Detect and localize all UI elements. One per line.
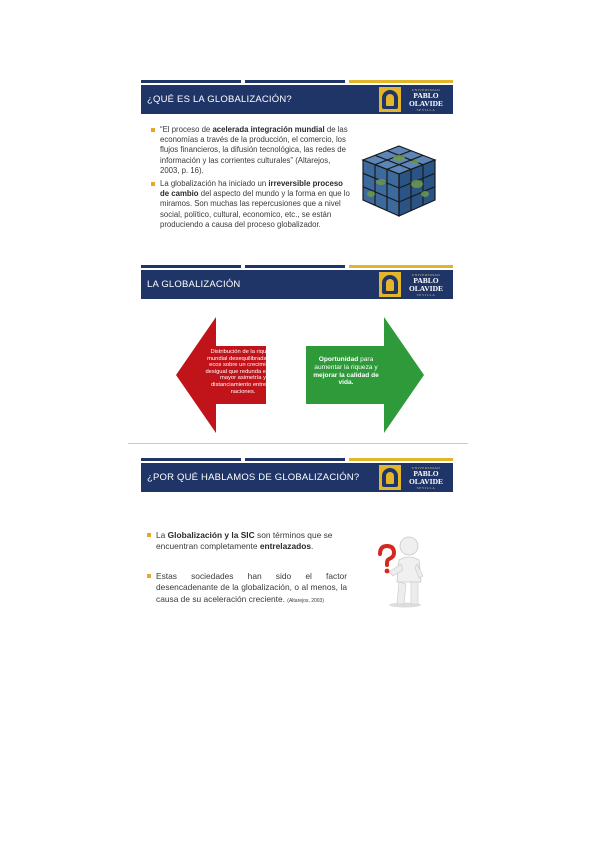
bullet-item: La globalización ha iniciado un irreversible proceso de cambio del aspecto del mundo y la forma en que lo miramos. Son muchas las repercusiones que a nivel social, político, cultural, economico, etc., se están produciendo a causa del proceso globalizador. — [151, 179, 351, 230]
slide-top-bars — [141, 265, 453, 269]
bullet-item: “El proceso de acelerada integración mundial de las economías a través de la producción, el comercio, los flujos financieros, la difusión tecnológica, las redes de información y las corrientes culturales” (Altarejos, 2003, p. 16). — [151, 125, 351, 176]
slide-title: LA GLOBALIZACIÓN — [147, 279, 241, 290]
slide-por-que-hablamos — [141, 458, 453, 628]
slide-top-bars — [141, 80, 453, 84]
left-arrow-text: Distribución de la riqueza mundial desequilibrada, sus ecos sobre un crecimiento desigual que redunda en una mayor asimetría y distanciamiento entre las naciones. — [205, 349, 281, 395]
logo-emblem-icon — [379, 272, 401, 297]
page-divider — [128, 443, 468, 444]
slide-header — [141, 85, 453, 114]
university-logo: UNIVERSIDAD PABLO OLAVIDE SEVILLA — [379, 87, 449, 112]
logo-emblem-icon — [379, 465, 401, 490]
slide-que-es-globalizacion — [141, 80, 453, 260]
right-arrow-text: Oportunidad para aumentar la riqueza y mejorar la calidad de vida. — [313, 356, 379, 387]
bullet-item: La Globalización y la SIC son términos que se encuentran completamente entrelazados. — [147, 530, 347, 553]
logo-emblem-icon — [379, 87, 401, 112]
rubiks-cube-globe-icon — [359, 142, 439, 220]
bullet-list — [147, 530, 347, 610]
question-person-icon — [375, 532, 435, 608]
slide-la-globalizacion — [141, 265, 453, 435]
bullet-item: Estas sociedades han sido el factor desencadenante de la globalización, o al menos, la causa de su aceleración creciente. (Altarejos, 2003) — [147, 571, 347, 607]
bullet-list — [151, 125, 351, 233]
slide-top-bars — [141, 458, 453, 462]
slide-title: ¿QUÉ ES LA GLOBALIZACIÓN? — [147, 94, 292, 105]
slide-header — [141, 270, 453, 299]
university-logo: UNIVERSIDAD PABLO OLAVIDE SEVILLA — [379, 272, 449, 297]
slide-header — [141, 463, 453, 492]
slide-title: ¿POR QUÉ HABLAMOS DE GLOBALIZACIÓN? — [147, 472, 360, 483]
university-logo: UNIVERSIDAD PABLO OLAVIDE SEVILLA — [379, 465, 449, 490]
